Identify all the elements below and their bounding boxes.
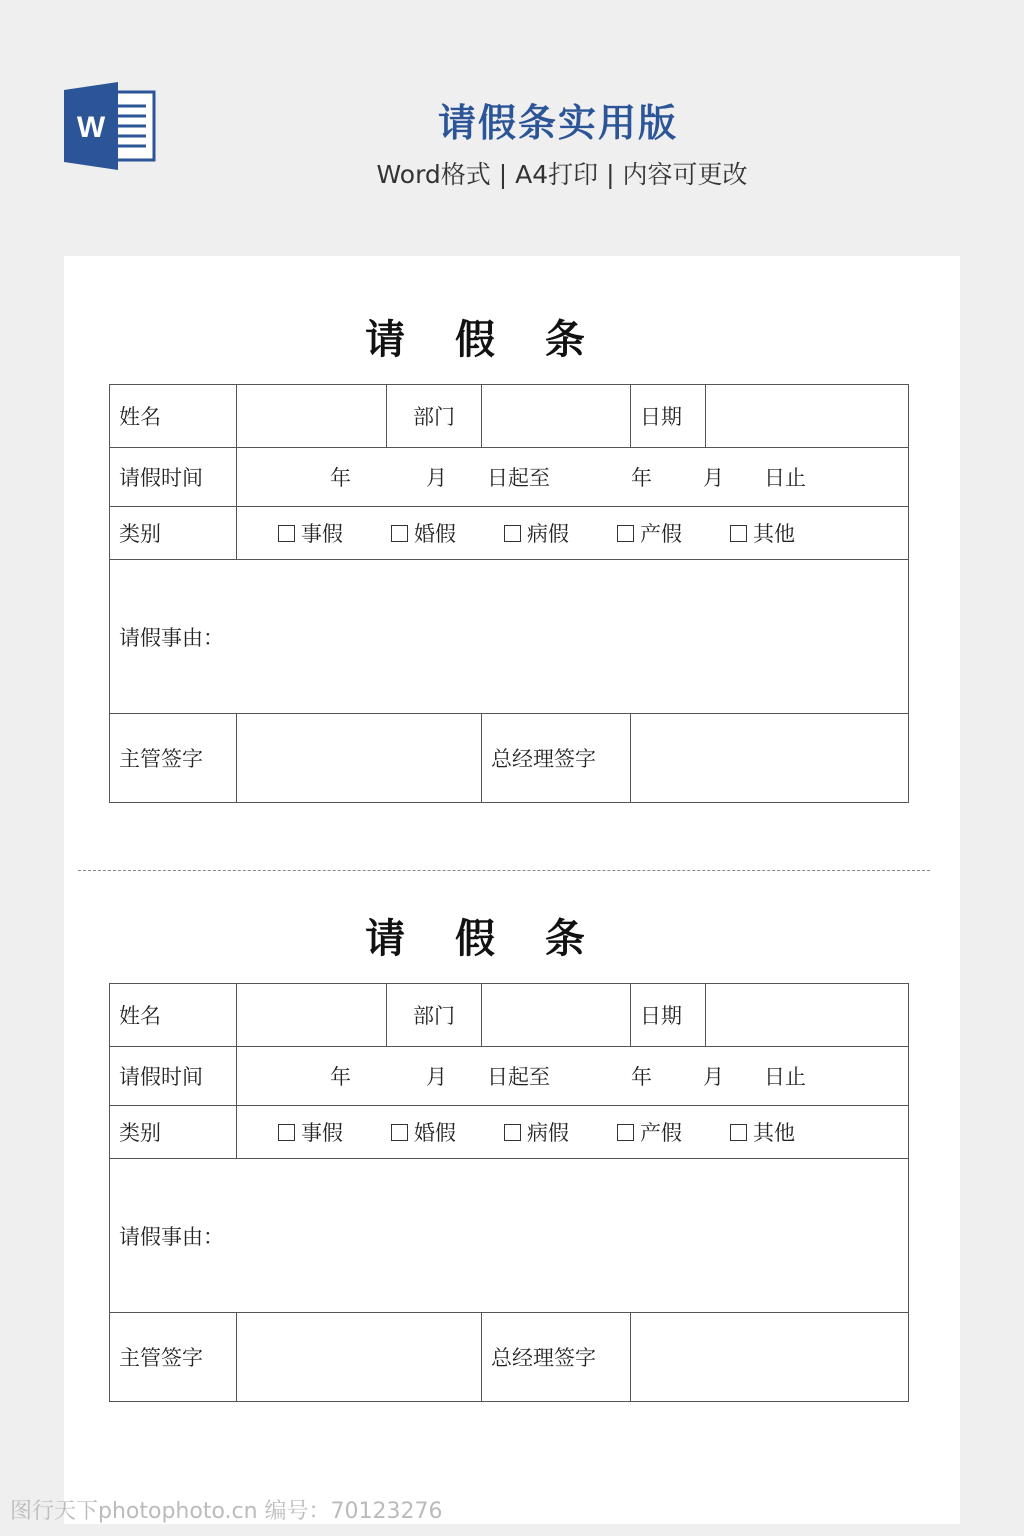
reason-label: 请假事由： — [119, 1224, 224, 1249]
cut-line — [78, 870, 930, 871]
watermark: 图行天下photophoto.cn 编号：70123276 — [10, 1499, 443, 1524]
time-part: 月 — [703, 466, 724, 490]
checkbox-icon[interactable] — [617, 525, 634, 542]
time-label: 请假时间 — [110, 448, 237, 507]
supervisor-label: 主管签字 — [110, 714, 237, 803]
checkbox-icon[interactable] — [278, 1124, 295, 1141]
dept-field[interactable] — [482, 984, 631, 1047]
time-part: 日起至 — [487, 1065, 550, 1089]
type-option[interactable]: 产假 — [617, 1117, 682, 1147]
time-part: 日止 — [764, 466, 806, 490]
name-field[interactable] — [237, 385, 387, 448]
type-option[interactable]: 其他 — [730, 518, 795, 548]
supervisor-signature-field[interactable] — [237, 1313, 482, 1402]
time-part: 年 — [330, 1065, 351, 1089]
paper — [64, 256, 960, 1524]
name-field[interactable] — [237, 984, 387, 1047]
page-title: 请假条实用版 — [437, 101, 678, 145]
dept-label: 部门 — [387, 385, 482, 448]
date-field[interactable] — [706, 984, 909, 1047]
time-part: 年 — [631, 466, 652, 490]
dept-field[interactable] — [482, 385, 631, 448]
name-label: 姓名 — [110, 385, 237, 448]
leave-table — [109, 983, 909, 1402]
gm-label: 总经理签字 — [482, 1313, 631, 1402]
gm-signature-field[interactable] — [631, 1313, 909, 1402]
time-part: 日起至 — [487, 466, 550, 490]
type-option[interactable]: 事假 — [278, 518, 343, 548]
supervisor-label: 主管签字 — [110, 1313, 237, 1402]
type-label: 类别 — [110, 507, 237, 560]
leave-table — [109, 384, 909, 803]
gm-signature-field[interactable] — [631, 714, 909, 803]
checkbox-icon[interactable] — [730, 525, 747, 542]
form-title: 请 假 条 — [365, 316, 603, 363]
supervisor-signature-field[interactable] — [237, 714, 482, 803]
time-part: 年 — [330, 466, 351, 490]
gm-label: 总经理签字 — [482, 714, 631, 803]
time-field[interactable] — [237, 448, 909, 507]
type-option[interactable]: 婚假 — [391, 1117, 456, 1147]
type-option[interactable]: 病假 — [504, 518, 569, 548]
checkbox-icon[interactable] — [730, 1124, 747, 1141]
header — [0, 0, 1024, 256]
dept-label: 部门 — [387, 984, 482, 1047]
time-field[interactable] — [237, 1047, 909, 1106]
checkbox-icon[interactable] — [391, 1124, 408, 1141]
type-option[interactable]: 病假 — [504, 1117, 569, 1147]
reason-field[interactable] — [110, 560, 909, 714]
time-part: 月 — [703, 1065, 724, 1089]
checkbox-icon[interactable] — [278, 525, 295, 542]
form-title: 请 假 条 — [365, 915, 603, 962]
type-option[interactable]: 婚假 — [391, 518, 456, 548]
type-option[interactable]: 产假 — [617, 518, 682, 548]
checkbox-icon[interactable] — [391, 525, 408, 542]
word-icon — [64, 82, 156, 170]
date-label: 日期 — [631, 385, 706, 448]
type-option[interactable]: 事假 — [278, 1117, 343, 1147]
type-option[interactable]: 其他 — [730, 1117, 795, 1147]
checkbox-icon[interactable] — [617, 1124, 634, 1141]
type-options — [237, 1106, 909, 1159]
time-part: 月 — [426, 1065, 447, 1089]
svg-text:W: W — [76, 111, 106, 144]
date-field[interactable] — [706, 385, 909, 448]
page-subtitle: Word格式 | A4打印 | 内容可更改 — [376, 160, 748, 189]
type-options — [237, 507, 909, 560]
name-label: 姓名 — [110, 984, 237, 1047]
time-part: 月 — [426, 466, 447, 490]
type-label: 类别 — [110, 1106, 237, 1159]
reason-label: 请假事由： — [119, 625, 224, 650]
time-part: 日止 — [764, 1065, 806, 1089]
reason-field[interactable] — [110, 1159, 909, 1313]
checkbox-icon[interactable] — [504, 525, 521, 542]
date-label: 日期 — [631, 984, 706, 1047]
time-part: 年 — [631, 1065, 652, 1089]
time-label: 请假时间 — [110, 1047, 237, 1106]
checkbox-icon[interactable] — [504, 1124, 521, 1141]
